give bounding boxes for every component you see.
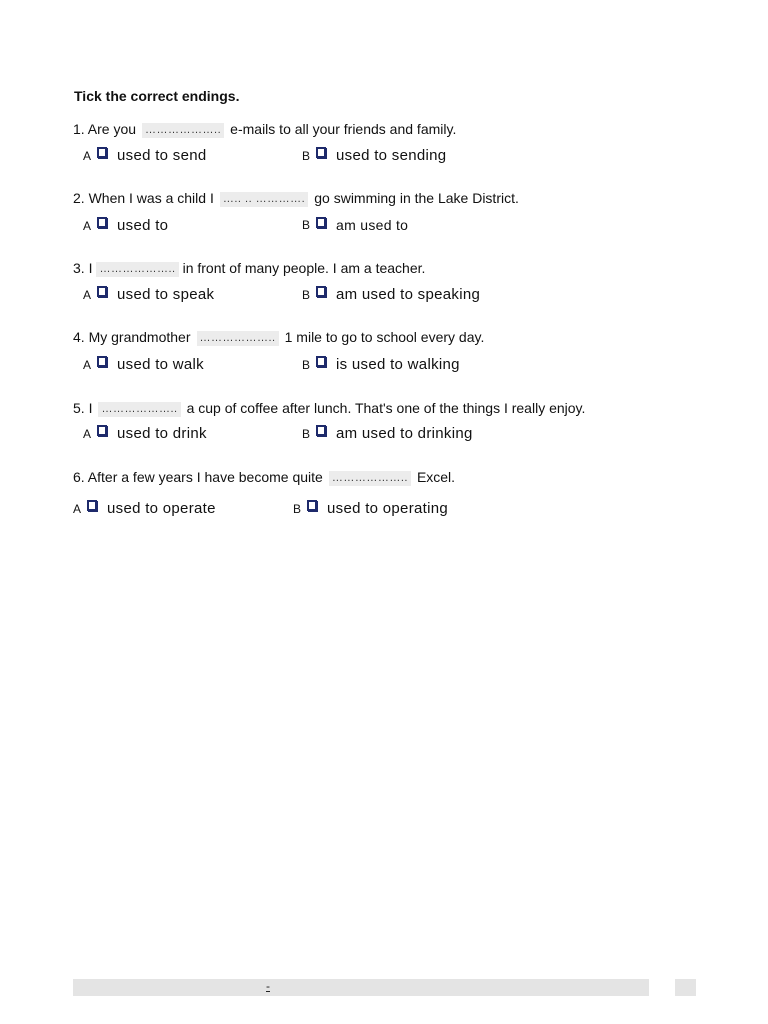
option-b-letter: B	[302, 426, 311, 441]
option-b-label: am used to	[336, 217, 409, 233]
question-6	[73, 469, 455, 486]
checkbox-icon[interactable]	[97, 147, 107, 158]
question-3-option-a[interactable]	[83, 286, 214, 303]
question-1-option-a[interactable]	[83, 147, 207, 164]
checkbox-icon[interactable]	[316, 147, 326, 158]
checkbox-icon[interactable]	[97, 286, 107, 297]
option-b-label: is used to walking	[336, 356, 460, 373]
question-3-option-b[interactable]	[302, 286, 480, 303]
question-2-blank[interactable]: ….. .. ………….	[220, 192, 308, 207]
question-6-option-b[interactable]	[293, 500, 448, 517]
question-2-text-after: go swimming in the Lake District.	[314, 190, 519, 206]
option-b-letter: B	[302, 357, 311, 372]
option-a-letter: A	[83, 218, 92, 233]
question-5-text-before: 5. I	[73, 400, 93, 416]
question-1	[73, 121, 456, 138]
checkbox-icon[interactable]	[316, 356, 326, 367]
option-b-label: used to operating	[327, 500, 449, 517]
checkbox-icon[interactable]	[97, 356, 107, 367]
option-a-letter: A	[83, 148, 92, 163]
option-b-letter: B	[293, 501, 302, 516]
question-2-option-a[interactable]	[83, 217, 168, 234]
question-6-text-before: 6. After a few years I have become quite	[73, 469, 323, 485]
question-6-blank[interactable]: ………………..	[329, 471, 411, 486]
question-6-option-a[interactable]	[73, 500, 216, 517]
question-1-text-before: 1. Are you	[73, 121, 137, 137]
question-4-option-b[interactable]	[302, 356, 460, 373]
question-5-option-a[interactable]	[83, 425, 207, 442]
checkbox-icon[interactable]	[316, 286, 326, 297]
question-1-option-b[interactable]	[302, 147, 446, 164]
question-5-option-b[interactable]	[302, 425, 473, 442]
option-b-label: am used to speaking	[336, 286, 481, 303]
question-2-text-before: 2. When I was a child I	[73, 190, 214, 206]
footer-bar	[73, 979, 649, 996]
checkbox-icon[interactable]	[316, 217, 326, 228]
option-b-letter: B	[302, 148, 311, 163]
checkbox-icon[interactable]	[316, 425, 326, 436]
option-a-label: used to	[117, 217, 169, 234]
question-2	[73, 190, 519, 207]
question-4-option-a[interactable]	[83, 356, 204, 373]
question-5	[73, 400, 585, 417]
checkbox-icon[interactable]	[97, 217, 107, 228]
footer-page-box	[675, 979, 696, 996]
question-5-text-after: a cup of coffee after lunch. That's one of the things I really enjoy.	[186, 400, 586, 416]
option-b-label: used to sending	[336, 147, 447, 164]
question-6-text-after: Excel.	[416, 469, 456, 485]
question-4-text-before: 4. My grandmother	[73, 329, 191, 345]
question-1-blank[interactable]: ………………..	[142, 123, 224, 138]
option-a-letter: A	[83, 426, 92, 441]
question-3-text-after: in front of many people. I am a teacher.	[182, 260, 426, 276]
question-3	[73, 260, 425, 277]
question-4	[73, 329, 484, 346]
option-a-label: used to drink	[117, 425, 207, 442]
option-a-label: used to walk	[117, 356, 204, 373]
option-b-label: am used to drinking	[336, 425, 473, 442]
question-3-text-before: 3. I	[73, 260, 93, 276]
option-b-letter: B	[302, 287, 311, 302]
instruction-heading: Tick the correct endings.	[74, 88, 240, 104]
question-4-blank[interactable]: ………………..	[197, 331, 279, 346]
checkbox-icon[interactable]	[307, 500, 317, 511]
checkbox-icon[interactable]	[87, 500, 97, 511]
option-a-label: used to operate	[107, 500, 216, 517]
question-4-text-after: 1 mile to go to school every day.	[284, 329, 485, 345]
option-a-letter: A	[83, 287, 92, 302]
option-a-label: used to send	[117, 147, 207, 164]
checkbox-icon[interactable]	[97, 425, 107, 436]
question-1-text-after: e-mails to all your friends and family.	[230, 121, 457, 137]
option-a-letter: A	[83, 357, 92, 372]
question-2-option-b[interactable]	[302, 217, 408, 233]
option-b-letter: B	[302, 218, 311, 232]
option-a-letter: A	[73, 501, 82, 516]
option-a-label: used to speak	[117, 286, 215, 303]
question-5-blank[interactable]: ………………..	[98, 402, 180, 417]
question-3-blank[interactable]: ………………..	[96, 262, 178, 277]
footer-mark: -	[266, 979, 270, 993]
